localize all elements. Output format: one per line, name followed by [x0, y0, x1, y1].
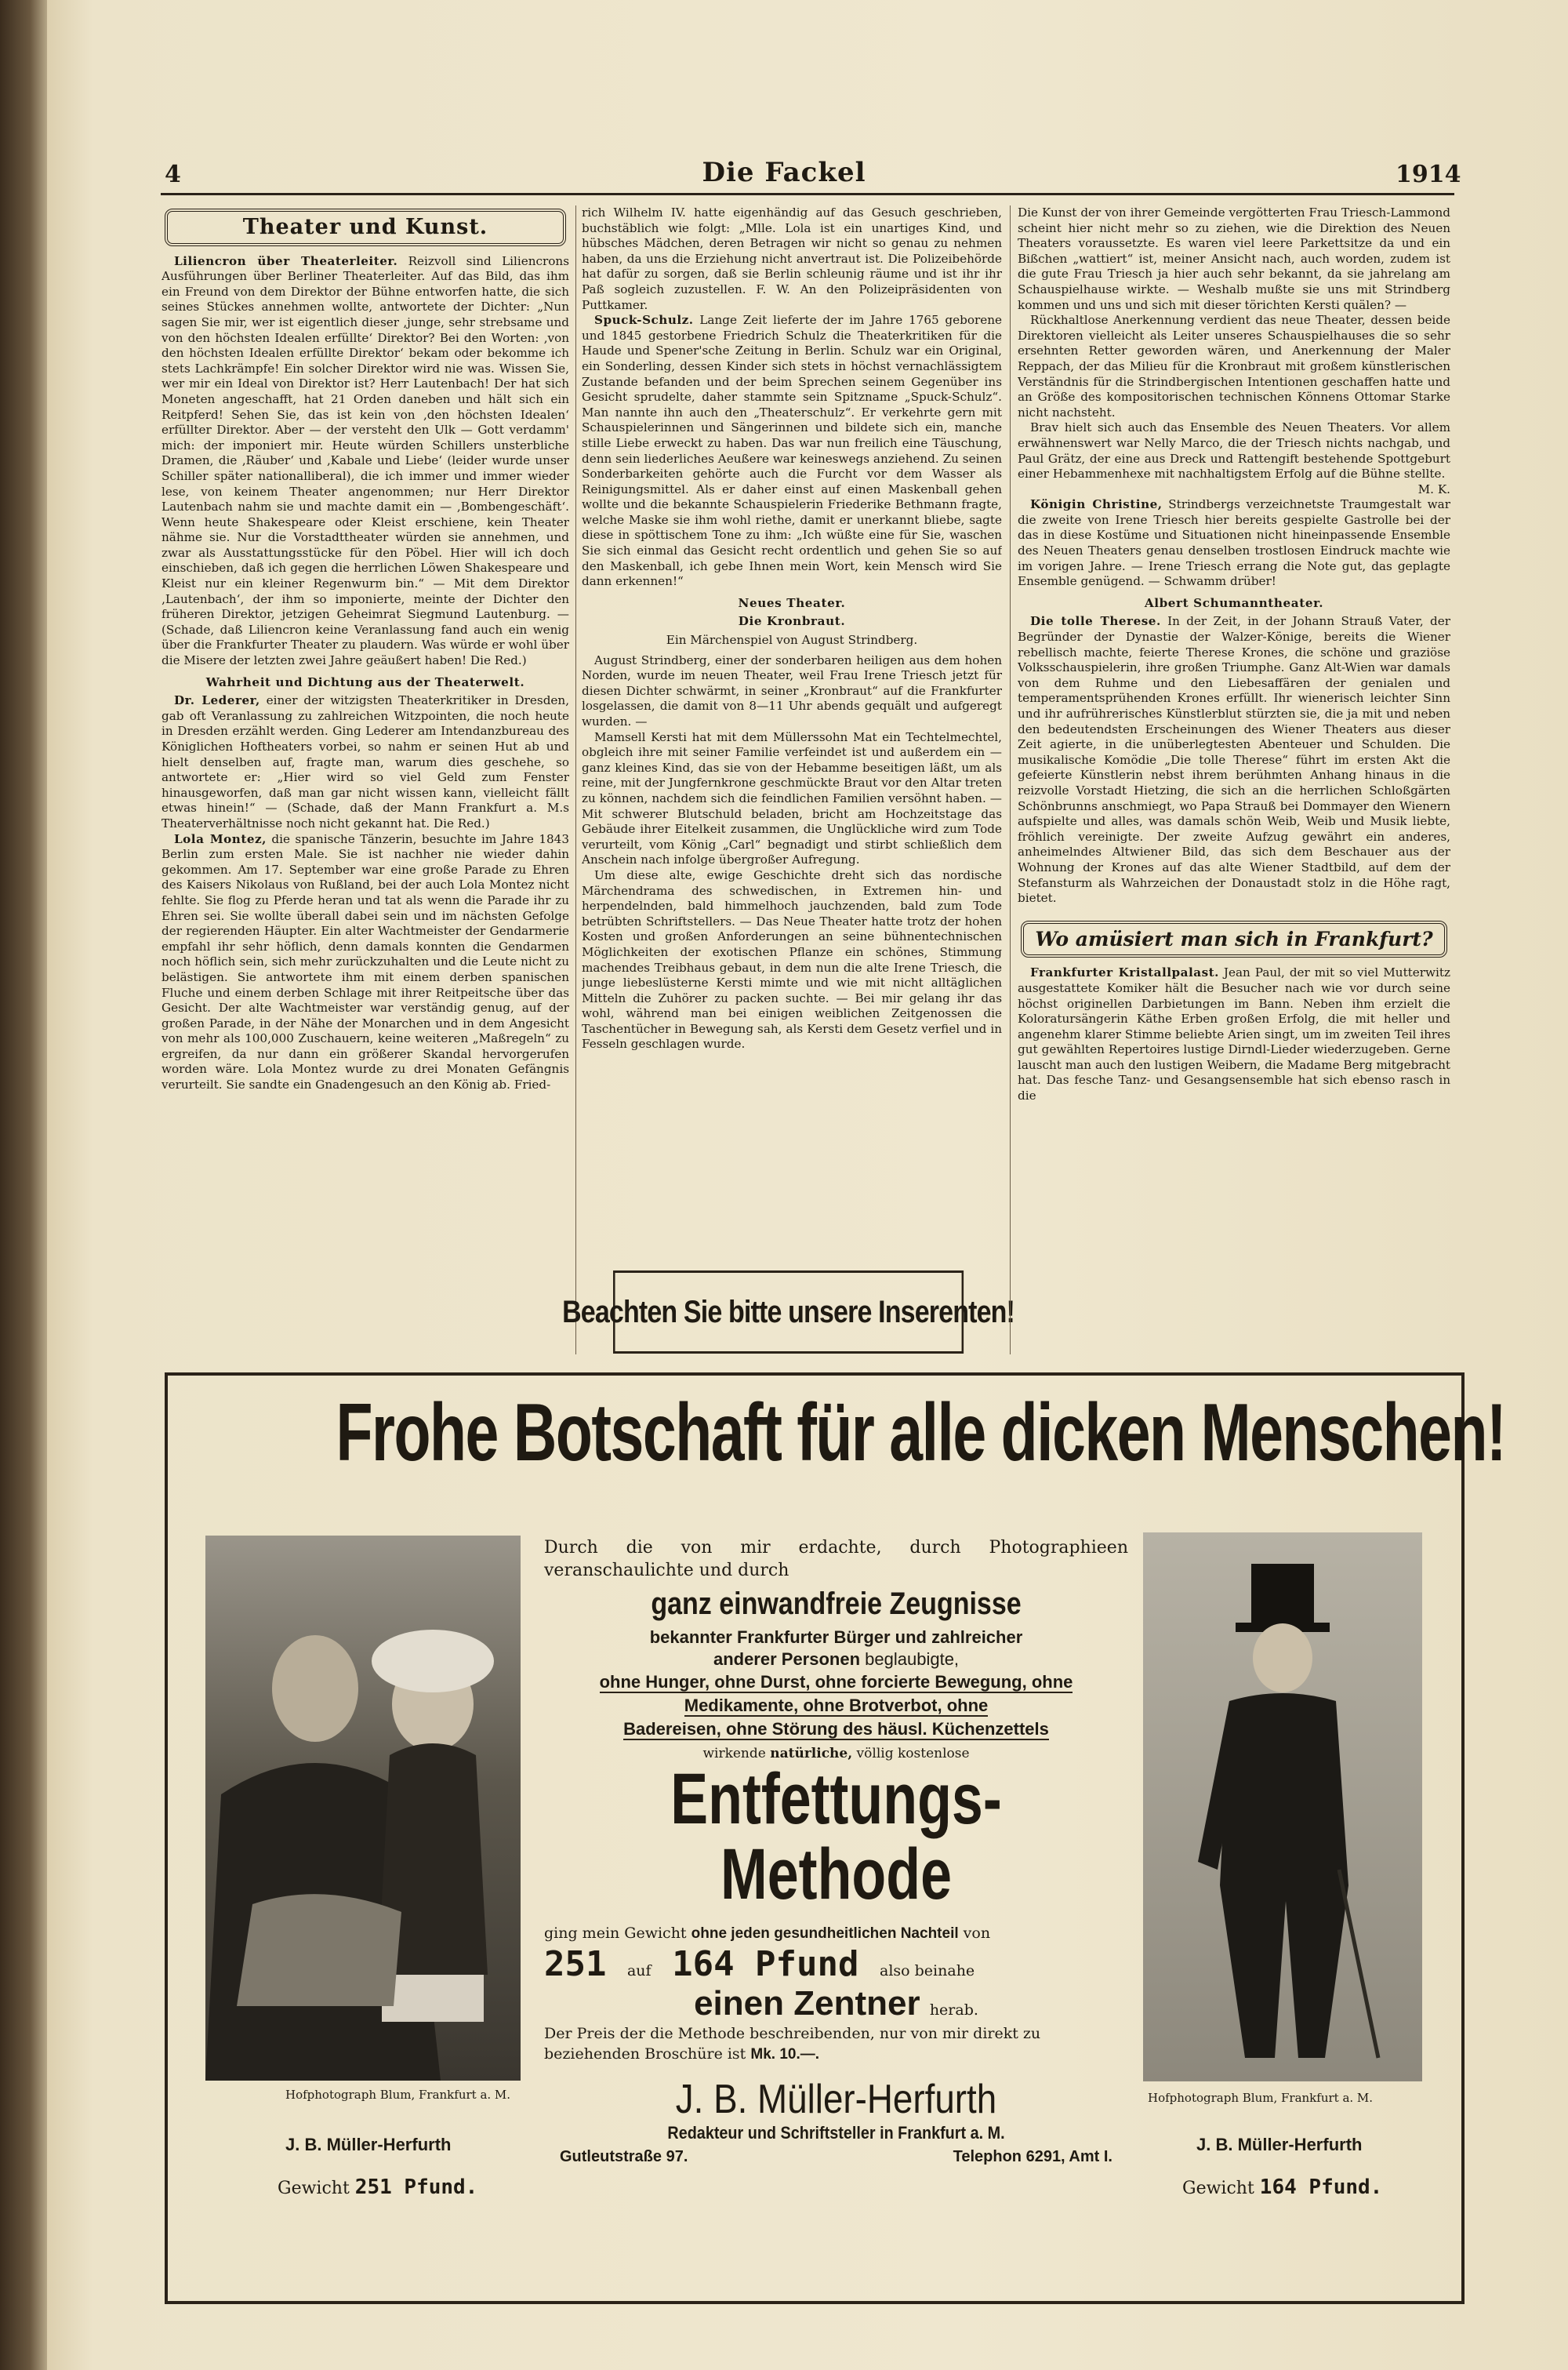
photo-illustration [1143, 1532, 1422, 2081]
publication-title: Die Fackel [702, 157, 866, 188]
ad-address-line [544, 2148, 1128, 2166]
play-subtitle: Ein Märchenspiel von August Strindberg. [666, 633, 918, 648]
article-triesch: Die Kunst der von ihrer Gemeinde vergötterten Frau Triesch-Lammond scheint hier nicht mehr so zu ziehen, wie die Direktion des Neuen Theaters voraussetzte. Es waren viel leere Parkettsitze da und ein Bißchen „wattiert“ ist, meiner Ansicht nach, auch worden, zudem ist die gute Frau Triesch ja hier auch sehr bekannt, da sie jahrelang am Schauspielhause wirkte. — Weshalb mußte sie uns mit Strindberg kommen und uns und sich mit dieser törichten Kersti quälen? — [1018, 205, 1450, 312]
ad-intro: Durch die von mir erdachte, durch Photographieen veranschaulichte und durch [544, 1538, 1128, 1580]
ad-price: Der Preis der die Methode beschreibenden, nur von mir direkt zu beziehenden Broschüre ist Mk. 10.—. [544, 2025, 1041, 2063]
ad-method-title-1: Entfettungs- [670, 1759, 1002, 1839]
article-lead: Die tolle Therese. [1030, 614, 1161, 629]
column-2 [582, 205, 1002, 1303]
section-title-wo-amuesiert-man-sich: Wo amüsiert man sich in Frankfurt? [1021, 921, 1447, 958]
article-kronbraut-3: Um diese alte, ewige Geschichte dreht sich das nordische Märchendrama des schwedischen, in Extremen hin- und herpendelnden, bald himmelhoch jauchzenden, bald zum Tode betrübten Schriftstellers. — Das Neue Theater hatte trotz der hohen Kosten und großen Anforderungen an seine bühnentechnischen Möglichkeiten der exotischen Pflanze ein schönes, Stimmung machendes Treibhaus gebaut, in dem nun die alte Irene Triesch, die junge liebeslüsterne Kersti mimte und wie mit nicht alltäglichen Mitteln die Zuhörer zu packen suchte. — Bei mir gelang ihr das wohl, während man bei einigen weiblichen Zeitgenossen die Taschentücher in Bewegung sah, als Kersti dem Gesetz verfiel und in Fesseln geschlagen wurde. [582, 867, 1002, 1052]
article-text: Reizvoll sind Liliencrons Ausführungen über Berliner Theaterleiter. Auf das Bild, das ihm ein Freund von dem Direktor der Bühne entworfen hatte, die sich seines Stückes annehmen wollte, antwortete der Dichter: „Nun sagen Sie mir, wer ist eigentlich dieser ‚junge, sehr strebsame und von den höchsten Idealen erfüllte‘ Direktor? Bei den Worten: ‚von den höchsten Idealen erfüllte Direktor‘ bekam oder bekomme ich stets Lachkrämpfe! Ein solcher Direktor wird nie was. Wissen Sie, wer mir ein Ideal von Direktor ist? Herr Lautenbach! Der hat sich Moneten angeschafft, hat 21 Orden daneben und hält sich ein Reitpferd! Sehen Sie, das ist kein von ‚den höchsten Idealen‘ erfüllter Direktor. Aber — der versteht den Ulk — Gott verdamm' mich: der imponiert mir. Heute würden Schillers unsterbliche Dramen, die ‚Räuber‘ und ‚Kabale und Liebe‘ (leider wurde unser Schiller später nationalliberal), die ich immer und immer wieder lese, von keinem Theater angenommen; nur Herr Direktor Lautenbach nahm sie und machte damit ein — ‚Bombengeschäft‘. Wenn heute Shakespeare oder Kleist erschiene, kein Theater nähme sie. Nur die Vorstadttheater würden sie annehmen, und zwar als Ausstattungsstücke für den Pöbel. Hier will ich doch einschieben, daß ich gegen die herrlichen Löwen Shakespeare und Kleist nur ein kleiner Regenwurm bin.“ — Mit dem Direktor ‚Lautenbach‘, der ihm so imponierte, meinte der Dichter den früheren Direktor, jetzigen Geheimrat Siegmund Lautenburg. — (Schade, daß Liliencron keine Veranlassung fand auch ein wenig über die Frankfurter Theater zu plaudern. Was würde er wohl über die Misere der letzten zwei Jahre geäußert haben! Die Red.) [162, 253, 569, 668]
photo-credit-right: Hofphotograph Blum, Frankfurt a. M. [1148, 2091, 1374, 2105]
ad-method-attributes: wirkende natürliche, völlig kostenlose [702, 1746, 970, 1761]
article-lederer [162, 693, 569, 831]
ad-testimonials: ganz einwandfreie Zeugnisse [651, 1587, 1022, 1621]
article-lead: Frankfurter Kristallpalast. [1030, 965, 1219, 980]
article-tolle-therese [1018, 614, 1450, 906]
ad-headline: Frohe Botschaft für alle dicken Menschen! [336, 1387, 1506, 1478]
photo-caption-name-left: J. B. Müller-Herfurth [285, 2135, 452, 2154]
ad-weight-numbers: 251 auf 164 Pfund also beinahe [544, 1944, 975, 1984]
column-1 [162, 205, 569, 1358]
ad-method-title-2: Methode [720, 1834, 952, 1914]
article-text: die spanische Tänzerin, besuchte im Jahre 1843 Berlin zum ersten Male. Sie ist nachher nie wieder dahin gekommen. Am 17. September war eine große Parade zu Ehren des Kaisers Nikolaus von Rußland, bei der auch Lola Montez nicht fehlte. Sie flog zu Pferde heran und tat als wenn die Parade ihr zu Ehren sei. Sie wollte überall dabei sein und im nächsten Gefolge der regierenden Häupter. Ein alter Wachtmeister der Gendarmerie empfahl ihr sehr höflich, denn damals konnten die Gendarmen noch höflich sein, sich mehr zurückzuhalten und die Leute nicht zu belästigen. Sie antwortete ihm mit einem derben spanischen Fluche und einem derben Schlage mit ihrer Reitpeitsche über das Gesicht. Der alte Wachtmeister war verständig genug, auf der großen Parade, in der Nähe der Monarchen und in dem Angesicht von mehr als 100,000 Zuschauern, keine weiteren „Maßregeln“ zu ergreifen, da nur dann ein größerer Skandal hervorgerufen worden wäre. Lola Montez wurde zu drei Monaten Gefängnis verurteilt. Sie sandte ein Gnadengesuch an den König ab. Fried- [162, 831, 569, 1092]
article-text: einer der witzigsten Theaterkritiker in Dresden, gab oft Veranlassung zu zahlreichen Witzpointen, die noch heute in Dresden erzählt werden. Ging Lederer am Intendanzbureau des Königlichen Hoftheaters vorbei, so nahm er seinen Hut ab und hielt denselben auf, fragte man, warum dies geschehe, so antwortete er: „Hier wird so viel Geld zum Fenster hinausgeworfen, daß man gar nicht wissen kann, vielleicht fällt etwas hinein!“ — (Schade, daß der Mann Frankfurt a. M.s Theaterverhältnisse noch nicht gekannt hat. Die Red.) [162, 693, 569, 831]
ad-known-persons: bekannter Frankfurter Bürger und zahlreicher anderer Personen beglaubigte, [649, 1627, 1023, 1669]
column-separator [1010, 205, 1011, 1354]
article-kronbraut-2: Mamsell Kersti hat mit dem Müllerssohn Mat ein Techtelmechtel, obgleich ihre mit seiner Familie verfeindet ist und außerdem ein — ganz kleines Kind, das sie von der Hebamme beseitigen läßt, um als reine, mit der Jungfernkrone geschmückte Braut vor den Altar treten zu können, nachdem sich die feindlichen Familien versöhnt haben. — Mit schwerer Blutschuld beladen, bricht am Hochzeitstage das Gebäude ihrer Eitelkeit zusammen, die Unglückliche wird zum Tode verurteilt, vom König „Carl“ begnadigt und stirbt schließlich dem Anschein nach infolge übergroßer Aufregung. [582, 729, 1002, 867]
signature-mk: M. K. [1417, 482, 1450, 496]
photo-caption-weight-right: Gewicht 164 Pfund. [1182, 2176, 1383, 2199]
ad-phone: Telephon 6291, Amt I. [953, 2148, 1112, 2165]
article-lola-montez-cont: rich Wilhelm IV. hatte eigenhändig auf das Gesuch geschrieben, buchstäblich wie folgt: „Mlle. Lola ist ein unartiges Kind, und hübsches Mädchen, deren Betragen wir nicht so genau zu nehmen haben, da uns die Erziehung nicht anvertraut ist. Die Polizeibehörde hat dafür zu sorgen, daß sie Berlin schleunig räume und ist ihr ihr Paß sogleich zuzustellen. F. W. An den Polizeipräsidenten von Puttkamer. [582, 205, 1002, 312]
ad-zentner: einen Zentner herab. [694, 1984, 978, 2023]
publication-year: 1914 [1396, 161, 1461, 188]
article-kronbraut-1: August Strindberg, einer der sonderbaren heiligen aus dem hohen Norden, wurde im neuen Theater, weil Frau Irene Triesch jetzt für diesen Dichter schwärmt, in seiner „Kronbraut“ auf die Frankfurter losgelassen, die damit von 8—11 Uhr abends gequält und aufgeregt wurden. — [582, 652, 1002, 729]
subheading-neues-theater: Neues Theater. [738, 595, 846, 610]
photo-man-with-child [205, 1536, 521, 2081]
article-lead: Dr. Lederer, [174, 693, 260, 708]
ad-body [544, 1536, 1128, 2166]
article-lead: Königin Christine, [1030, 497, 1163, 512]
ad-street: Gutleutstraße 97. [560, 2148, 688, 2165]
article-lead: Liliencron über Theaterleiter. [174, 253, 398, 268]
article-text: In der Zeit, in der Johann Strauß Vater, der Begründer der Dynastie der Walzer-Könige, bereits die Wiener rebellisch machte, feierte Therese Krones, die schöne und graziöse Volksschauspielerin, ihre großen Triumphe. Ganz Alt-Wien war damals von dem Ruhme und den Liebesaffären der genialen und temperamentsprühenden Krones erfüllt. Ihr wienerisch leichter Sinn und ihr aufrührerisches Künstlerblut stürzten sie, die ja mit und neben den bedeutendsten Erscheinungen des Wiener Theaters aus dieser Zeit agierte, in die unüberlegtesten Abenteuer und Schulden. Die musikalische Komödie „Die tolle Therese“ führt im ersten Akt die gefeierte Künstlerin nebst ihrem berühmten Anhang hinaus in die reizvolle Vorstadt Hietzing, die sich an die herrlichen Schloßgärten Schönbrunns anschmiegt, wo Papa Strauß bei Dommayer den Wienern aufspielte und alles, was damals schön Weib, Weib und Musik liebte, fröhlich vereinigte. Der zweite Aufzug gewährt ein anderes, anheimelndes Altwiener Bild, das sich dem Beschauer aus der Wohnung der Krones auf das alte Wiener Stadtbild, auf dem der Stefansturm als Wahrzeichen der Donaustadt stolz in die Höhe ragt, bietet. [1018, 614, 1450, 906]
ad-role: Redakteur und Schriftsteller in Frankfurt a. M. [667, 2123, 1005, 2143]
header-rule [161, 193, 1454, 195]
article-ensemble: Brav hielt sich auch das Ensemble des Neuen Theaters. Vor allem erwähnenswert war Nelly Marco, die der Triesch nichts nachgab, und Paul Grätz, der eine aus Dreck und Rattengift bestehende Spottgeburt einer Hebammenhexe mit nachhaltigstem Erfolg auf die Bühne stellte. [1018, 420, 1450, 482]
photo-caption-weight-left: Gewicht 251 Pfund. [278, 2176, 478, 2199]
article-lead: Lola Montez, [174, 831, 267, 846]
photo-illustration [205, 1536, 521, 2081]
article-lola-montez [162, 832, 569, 1093]
article-koenigin-christine [1018, 497, 1450, 590]
article-text: Lange Zeit lieferte der im Jahre 1765 geborene und 1845 gestorbene Friedrich Schulz die Theaterkritiken für die Haude und Spener'sche Zeitung in Berlin. Schulz war ein Original, ein Sonderling, dessen Kinder sich stets in höchst vernachlässigtem Zustande befanden und der beim Sprechen seinem Gegenüber ins Gesicht sprudelte, daher stammte sein Spitzname „Spuck-Schulz“. Man nannte ihn auch den „Theaterschulz“. Er verkehrte gern mit Schauspielerinnen und Sängerinnen und bildete sich ein, manche stille Liebe erweckt zu haben. Das war nun freilich eine Täuschung, denn sein liederliches Aeußere war keineswegs anziehend. Zu seinen Sonderbarkeiten gehörte auch die Furcht vor dem Wasser als Reinigungsmittel. Als er daher einst auf einen Maskenball gehen wollte und die bekannte Schauspielerin Friederike Bethmann fragte, welche Maske sie ihm wohl riethe, damit er unerkannt bliebe, sagte diese in spöttischem Tone zu ihm: „Ich wüßte eine für Sie, waschen Sie sich einmal das Gesicht recht ordentlich und gehen Sie so auf den Maskenball, ich gebe Ihnen mein Wort, kein Mensch wird Sie dann erkennen!“ [582, 313, 1002, 589]
photo-caption-name-right: J. B. Müller-Herfurth [1196, 2135, 1363, 2154]
subheading-schumanntheater: Albert Schumanntheater. [1144, 595, 1324, 610]
article-kristallpalast [1018, 965, 1450, 1103]
ad-weight-loss-text: ging mein Gewicht ohne jeden gesundheitlichen Nachteil von [544, 1925, 991, 1942]
column-separator [575, 205, 576, 1354]
advertisement [165, 1372, 1506, 2304]
article-anerkennung: Rückhaltlose Anerkennung verdient das neue Theater, dessen beide Direktoren vielleicht als Leiter unseres Schauspielhauses die so sehr ersehnten Retter geworden wären, und Anerkennung der Maler Reppach, der das Milieu für die Kronbraut mit großem künstlerischen Verständnis für die Strindbergischen Intentionen geschaffen hatte und an Größe des kompositorischen technischen Könnens Ottomar Starke nicht nachsteht. [1018, 313, 1450, 420]
advertiser-notice-banner: Beachten Sie bitte unsere Inserenten! [613, 1270, 964, 1354]
article-text: Strindbergs verzeichnetste Traumgestalt war die zweite von Irene Triesch hier bereits gespielte Gastrolle bei der das in diese Kostüme und Situationen nicht hineinpassende Ensemble des Neuen Theaters genau denselben trostlosen Eindruck machte wie im vorigen Jahre. — Irene Triesch errang die Note gut, das geplagte Ensemble genügend. — Schwamm drüber! [1018, 497, 1450, 589]
ad-conditions-2: Badereisen, ohne Störung des häusl. Küchenzettels [623, 1719, 1049, 1739]
page-number: 4 [165, 161, 181, 188]
ad-conditions-1: ohne Hunger, ohne Durst, ohne forcierte Bewegung, ohne Medikamente, ohne Brotverbot, ohne [599, 1672, 1073, 1715]
article-liliencron [162, 254, 569, 669]
ad-brand: J. B. Müller-Herfurth [675, 2077, 997, 2122]
article-lead: Spuck-Schulz. [594, 313, 694, 328]
photo-man-standing [1143, 1532, 1422, 2081]
article-text: Jean Paul, der mit so viel Mutterwitz ausgestattete Komiker hält die Besucher nach wie vor durch seine höchst originellen Darbietungen im Bann. Neben ihm erzielt die Koloratursängerin Käthe Erben großen Erfolg, die mit heller und angenehm klarer Stimme beliebte Arien singt, um im zweiten Teil ihres gut gewählten Repertoires lustige Dirndl-Lieder wiederzugeben. Gerne lauscht man auch den lustigen Weibern, die Madame Berg mitgebracht hat. Das fesche Tanz- und Gesangsensemble hat sich ebenso rasch in die [1018, 965, 1450, 1103]
column-3 [1018, 205, 1450, 1358]
photo-credit-left: Hofphotograph Blum, Frankfurt a. M. [285, 2088, 511, 2102]
play-title: Die Kronbraut. [738, 614, 846, 629]
article-spuck-schulz [582, 313, 1002, 590]
section-title-theater-und-kunst: Theater und Kunst. [165, 209, 566, 246]
subheading-wahrheit-und-dichtung: Wahrheit und Dichtung aus der Theaterwelt. [205, 674, 525, 689]
